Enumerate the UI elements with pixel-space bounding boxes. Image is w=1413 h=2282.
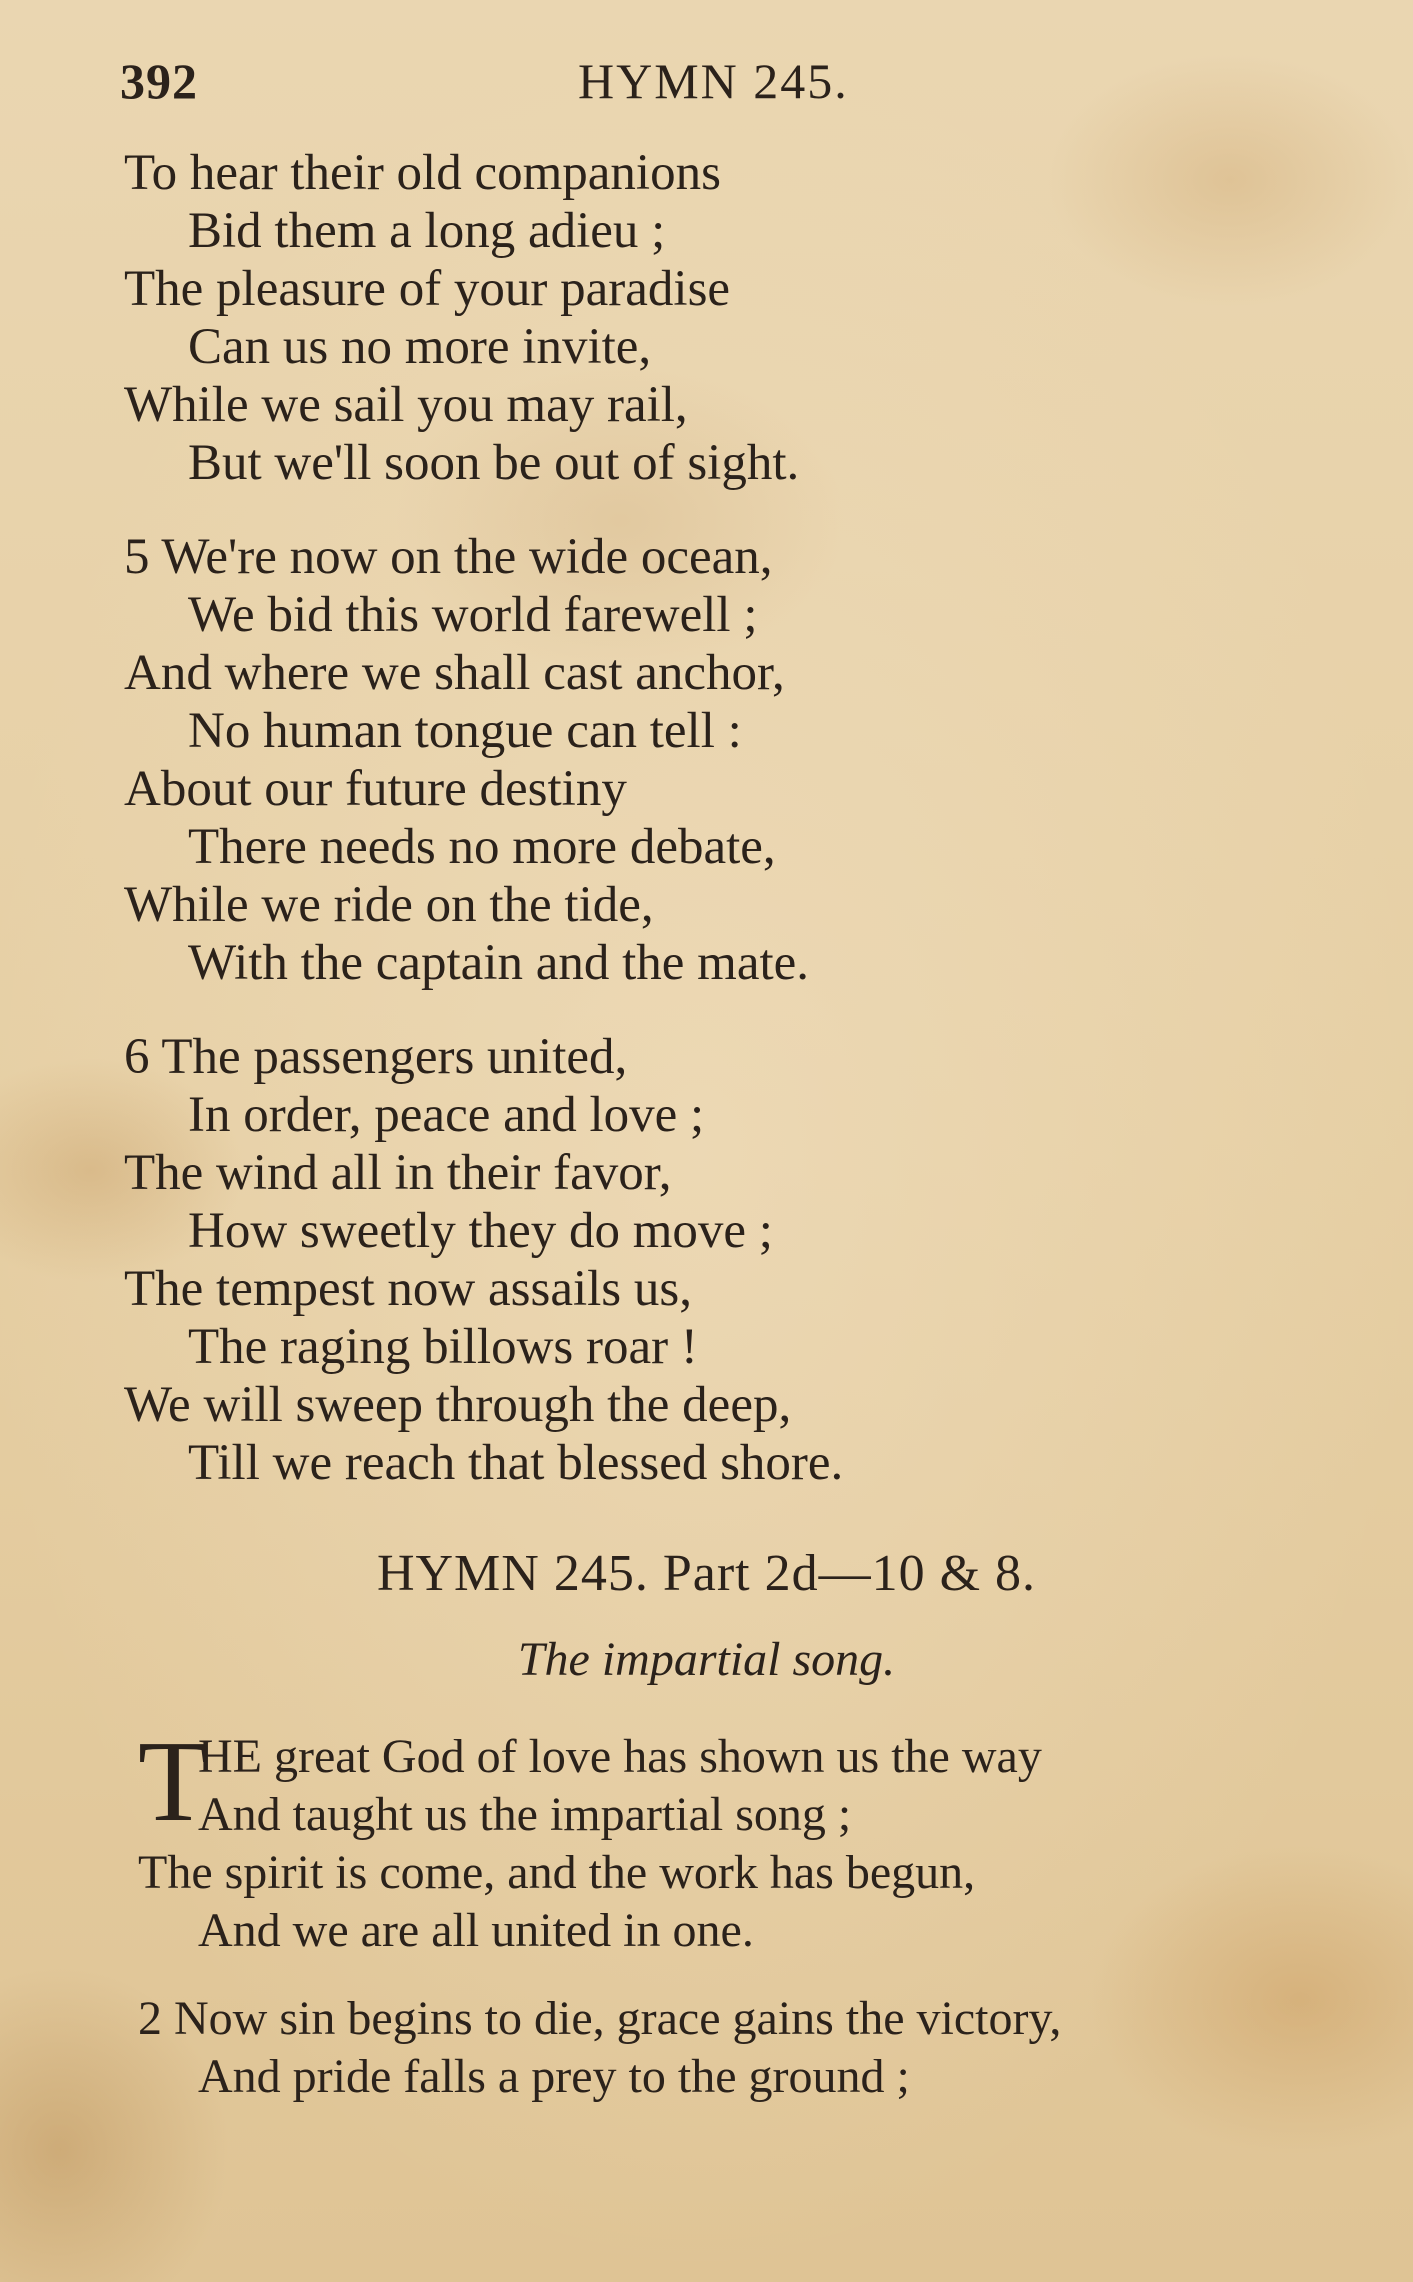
- hymn-title: HYMN 245. Part 2d—10 & 8.: [376, 1545, 1037, 1602]
- verse-line: And where we shall cast anchor,: [124, 645, 785, 701]
- verse-line: About our future destiny: [124, 761, 627, 817]
- verse-line: The wind all in their favor,: [124, 1145, 672, 1201]
- stanza-2: [138, 1990, 1398, 2106]
- verse-line: While we sail you may rail,: [124, 377, 688, 433]
- verse-line: How sweetly they do move ;: [188, 1203, 773, 1259]
- verse-line: With the captain and the mate.: [188, 935, 810, 991]
- stanza-1: [138, 1718, 1398, 1960]
- verse-line: And we are all united in one.: [198, 1904, 754, 1957]
- running-head: HYMN 245.: [578, 53, 849, 109]
- verse-line: To hear their old companions: [124, 145, 721, 201]
- verse-line: The tempest now assails us,: [124, 1261, 692, 1317]
- verse-line: In order, peace and love ;: [188, 1087, 705, 1143]
- verse-line: Can us no more invite,: [188, 319, 652, 375]
- stanza-5: [124, 528, 1354, 992]
- verse-line: We will sweep through the deep,: [124, 1377, 792, 1433]
- page-number: 392: [120, 53, 198, 109]
- drop-cap: T: [138, 1718, 209, 1846]
- verse-line: There needs no more debate,: [188, 819, 776, 875]
- verse-line: The spirit is come, and the work has begun,: [138, 1846, 976, 1899]
- verse-line: HE great God of love has shown us the way: [198, 1730, 1042, 1783]
- verse-line: 6 The passengers united,: [124, 1029, 628, 1085]
- verse-line: The pleasure of your paradise: [124, 261, 731, 317]
- hymn-245-part-2-text: [138, 1718, 1398, 2136]
- stanza-6: [124, 1028, 1354, 1492]
- page-header: [120, 52, 1280, 112]
- verse-line: 2 Now sin begins to die, grace gains the victory,: [138, 1992, 1062, 2045]
- verse-line: And pride falls a prey to the ground ;: [198, 2050, 910, 2103]
- verse-line: Till we reach that blessed shore.: [188, 1435, 844, 1491]
- hymn-subtitle: The impartial song.: [517, 1633, 896, 1686]
- verse-line: We bid this world farewell ;: [188, 587, 758, 643]
- stanza-continuation: [124, 144, 1354, 492]
- hymn-text: [124, 144, 1354, 1528]
- verse-line: And taught us the impartial song ;: [198, 1788, 852, 1841]
- verse-line: No human tongue can tell :: [188, 703, 742, 759]
- verse-line: But we'll soon be out of sight.: [188, 435, 800, 491]
- verse-line: While we ride on the tide,: [124, 877, 654, 933]
- verse-line: 5 We're now on the wide ocean,: [124, 529, 773, 585]
- verse-line: Bid them a long adieu ;: [188, 203, 666, 259]
- verse-line: The raging billows roar !: [188, 1319, 698, 1375]
